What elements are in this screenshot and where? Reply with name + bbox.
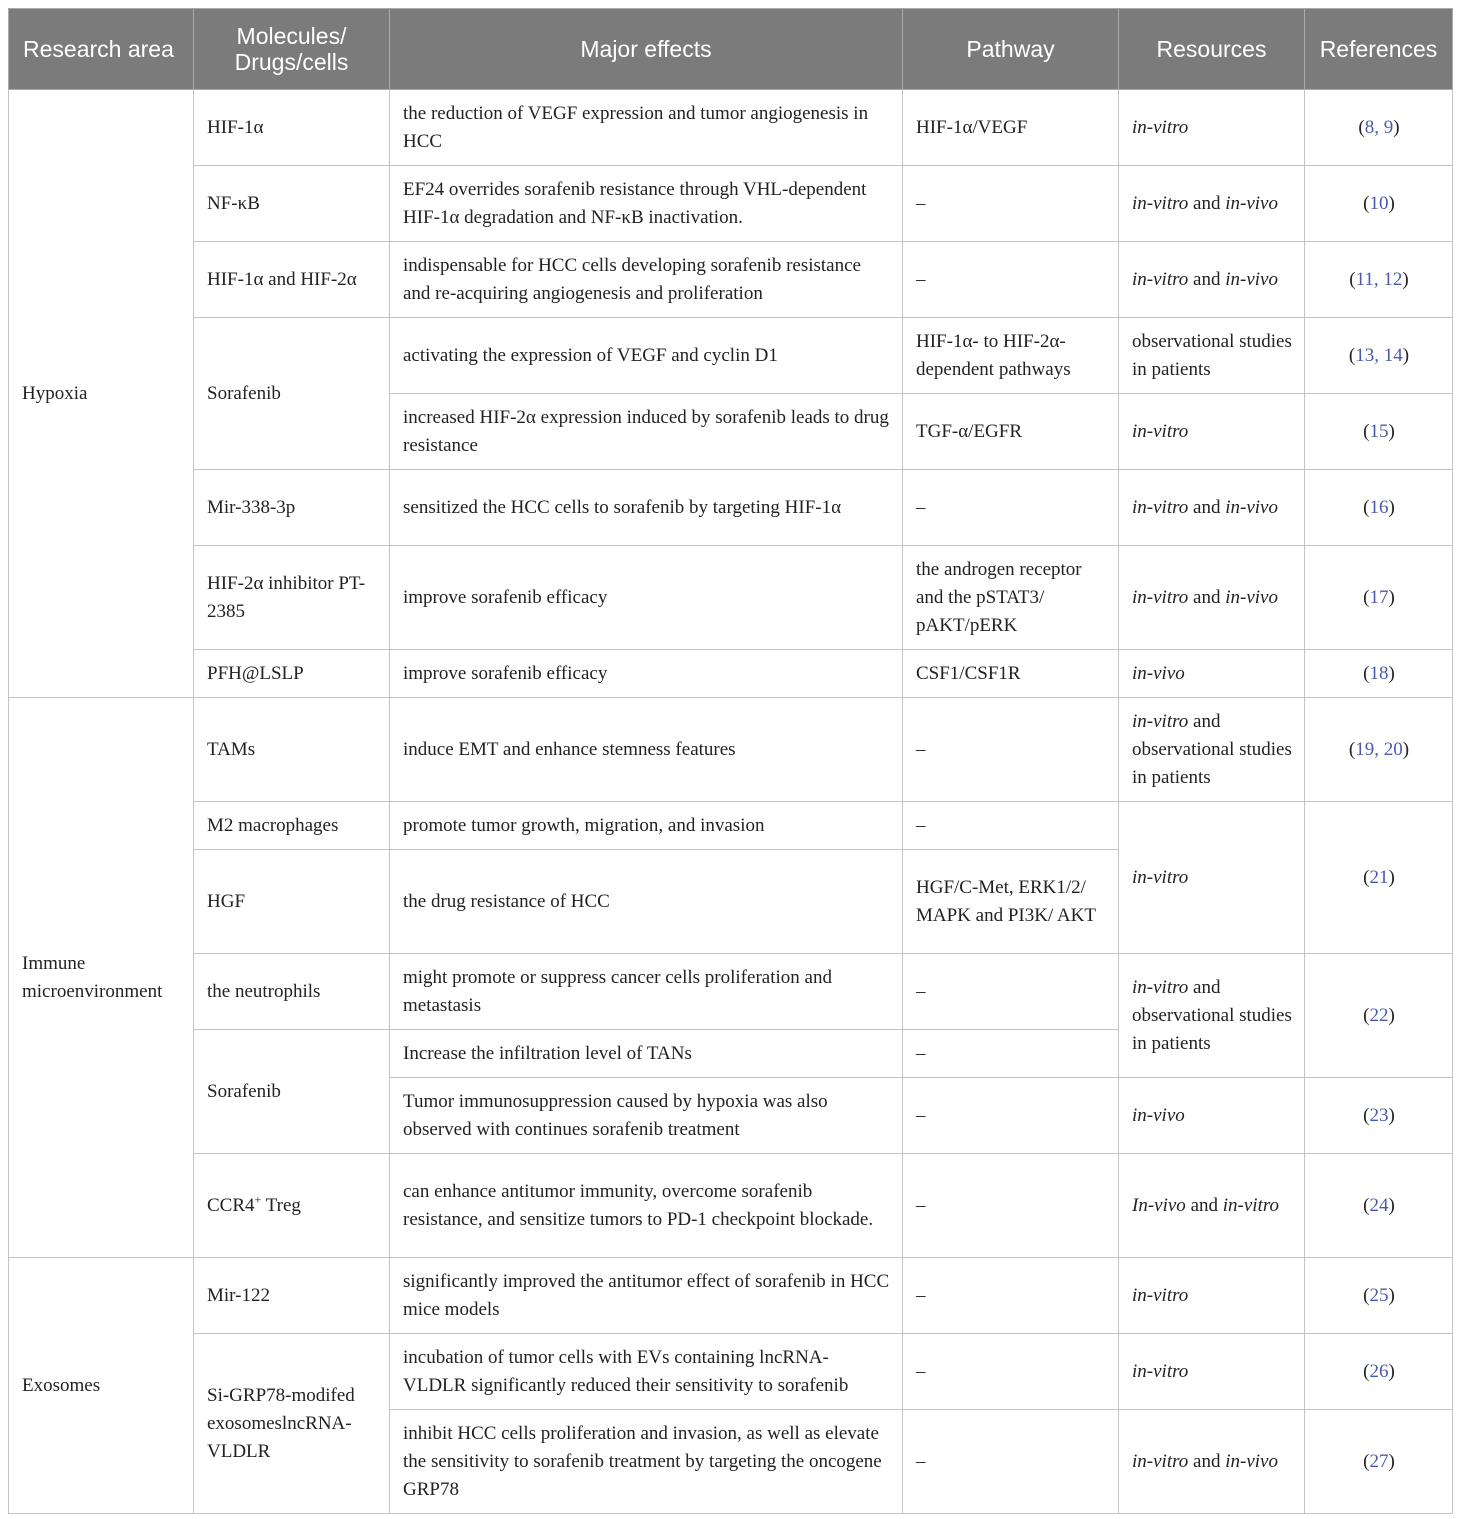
resource-cell: in-vitro and in-vivo bbox=[1119, 470, 1305, 546]
pathway-cell: – bbox=[903, 470, 1119, 546]
header-major-effects: Major effects bbox=[390, 9, 903, 90]
pathway-cell: – bbox=[903, 1030, 1119, 1078]
effect-cell: the reduction of VEGF expression and tumor angiogenesis in HCC bbox=[390, 90, 903, 166]
reference-cell: (25) bbox=[1305, 1258, 1453, 1334]
effect-cell: promote tumor growth, migration, and invasion bbox=[390, 802, 903, 850]
pathway-cell: – bbox=[903, 954, 1119, 1030]
table-row bbox=[9, 1334, 1453, 1410]
reference-cell: (11, 12) bbox=[1305, 242, 1453, 318]
molecule-cell: HIF-1α and HIF-2α bbox=[194, 242, 390, 318]
effect-cell: EF24 overrides sorafenib resistance through VHL-dependent HIF-1α degradation and NF-κB inactivation. bbox=[390, 166, 903, 242]
effect-cell: sensitized the HCC cells to sorafenib by targeting HIF-1α bbox=[390, 470, 903, 546]
reference-link[interactable]: 13, 14 bbox=[1355, 344, 1403, 366]
molecule-cell: Si-GRP78-modifed exosomeslncRNA-VLDLR bbox=[194, 1334, 390, 1514]
header-research-area: Research area bbox=[9, 9, 194, 90]
resource-cell: in-vitro bbox=[1119, 802, 1305, 954]
header-references: References bbox=[1305, 9, 1453, 90]
reference-link[interactable]: 25 bbox=[1369, 1284, 1389, 1306]
effect-cell: Increase the infiltration level of TANs bbox=[390, 1030, 903, 1078]
table-row bbox=[9, 166, 1453, 242]
table-row bbox=[9, 954, 1453, 1030]
pathway-cell: – bbox=[903, 1154, 1119, 1258]
reference-cell: (23) bbox=[1305, 1078, 1453, 1154]
effect-cell: indispensable for HCC cells developing sorafenib resistance and re-acquiring angiogenesis and proliferation bbox=[390, 242, 903, 318]
reference-cell: (26) bbox=[1305, 1334, 1453, 1410]
molecule-cell: PFH@LSLP bbox=[194, 650, 390, 698]
effect-cell: Tumor immunosuppression caused by hypoxia was also observed with continues sorafenib treatment bbox=[390, 1078, 903, 1154]
pathway-cell: – bbox=[903, 166, 1119, 242]
effect-cell: inhibit HCC cells proliferation and invasion, as well as elevate the sensitivity to sorafenib treatment by targeting the oncogene GRP78 bbox=[390, 1410, 903, 1514]
resource-cell: in-vitro bbox=[1119, 1334, 1305, 1410]
table-row bbox=[9, 650, 1453, 698]
reference-link[interactable]: 27 bbox=[1369, 1450, 1389, 1472]
pathway-cell: – bbox=[903, 698, 1119, 802]
molecule-cell: Sorafenib bbox=[194, 318, 390, 470]
table-row bbox=[9, 1154, 1453, 1258]
reference-link[interactable]: 16 bbox=[1369, 496, 1389, 518]
pathway-cell: HGF/C-Met, ERK1/2/ MAPK and PI3K/ AKT bbox=[903, 850, 1119, 954]
molecule-cell: the neutrophils bbox=[194, 954, 390, 1030]
reference-cell: (21) bbox=[1305, 802, 1453, 954]
reference-cell: (8, 9) bbox=[1305, 90, 1453, 166]
resource-cell: observational studies in patients bbox=[1119, 318, 1305, 394]
molecule-cell: Mir-338-3p bbox=[194, 470, 390, 546]
resource-cell: in-vitro and in-vivo bbox=[1119, 1410, 1305, 1514]
molecule-cell: Sorafenib bbox=[194, 1030, 390, 1154]
resource-cell: in-vivo bbox=[1119, 650, 1305, 698]
reference-cell: (27) bbox=[1305, 1410, 1453, 1514]
header-pathway: Pathway bbox=[903, 9, 1119, 90]
reference-link[interactable]: 22 bbox=[1369, 1004, 1389, 1026]
effect-cell: improve sorafenib efficacy bbox=[390, 650, 903, 698]
effect-cell: incubation of tumor cells with EVs containing lncRNA-VLDLR significantly reduced their sensitivity to sorafenib bbox=[390, 1334, 903, 1410]
resource-cell: in-vitro bbox=[1119, 394, 1305, 470]
table-row bbox=[9, 802, 1453, 850]
resource-cell: in-vitro and in-vivo bbox=[1119, 166, 1305, 242]
table-row bbox=[9, 470, 1453, 546]
reference-cell: (17) bbox=[1305, 546, 1453, 650]
reference-link[interactable]: 21 bbox=[1369, 866, 1389, 888]
table-row bbox=[9, 90, 1453, 166]
resource-cell: in-vitro bbox=[1119, 90, 1305, 166]
molecule-cell: Mir-122 bbox=[194, 1258, 390, 1334]
pathway-cell: – bbox=[903, 1258, 1119, 1334]
effect-cell: can enhance antitumor immunity, overcome sorafenib resistance, and sensitize tumors to PD-1 checkpoint blockade. bbox=[390, 1154, 903, 1258]
reference-cell: (24) bbox=[1305, 1154, 1453, 1258]
header-row bbox=[9, 9, 1453, 90]
data-table bbox=[8, 8, 1453, 1514]
pathway-cell: HIF-1α- to HIF-2α-dependent pathways bbox=[903, 318, 1119, 394]
resource-cell: in-vitro and in-vivo bbox=[1119, 546, 1305, 650]
table-row bbox=[9, 546, 1453, 650]
molecule-cell: TAMs bbox=[194, 698, 390, 802]
pathway-cell: – bbox=[903, 1078, 1119, 1154]
resource-cell: In-vivo and in-vitro bbox=[1119, 1154, 1305, 1258]
resource-cell: in-vitro and in-vivo bbox=[1119, 242, 1305, 318]
reference-link[interactable]: 11, 12 bbox=[1355, 268, 1403, 290]
resource-cell: in-vitro bbox=[1119, 1258, 1305, 1334]
effect-cell: increased HIF-2α expression induced by sorafenib leads to drug resistance bbox=[390, 394, 903, 470]
header-molecules: Molecules/ Drugs/cells bbox=[194, 9, 390, 90]
molecule-cell: CCR4+ Treg bbox=[194, 1154, 390, 1258]
research-area-immune: Immune microenvironment bbox=[9, 698, 194, 1258]
molecule-cell: HIF-1α bbox=[194, 90, 390, 166]
pathway-cell: – bbox=[903, 1410, 1119, 1514]
pathway-cell: – bbox=[903, 242, 1119, 318]
reference-link[interactable]: 15 bbox=[1369, 420, 1389, 442]
research-area-exosomes: Exosomes bbox=[9, 1258, 194, 1514]
reference-cell: (22) bbox=[1305, 954, 1453, 1078]
table-container bbox=[8, 8, 1453, 1514]
reference-cell: (16) bbox=[1305, 470, 1453, 546]
reference-link[interactable]: 10 bbox=[1369, 192, 1389, 214]
resource-cell: in-vivo bbox=[1119, 1078, 1305, 1154]
research-area-hypoxia: Hypoxia bbox=[9, 90, 194, 698]
effect-cell: induce EMT and enhance stemness features bbox=[390, 698, 903, 802]
reference-link[interactable]: 8, 9 bbox=[1364, 116, 1394, 138]
pathway-cell: CSF1/CSF1R bbox=[903, 650, 1119, 698]
molecule-cell: HIF-2α inhibitor PT-2385 bbox=[194, 546, 390, 650]
molecule-cell: M2 macrophages bbox=[194, 802, 390, 850]
table-row bbox=[9, 698, 1453, 802]
effect-cell: the drug resistance of HCC bbox=[390, 850, 903, 954]
pathway-cell: – bbox=[903, 1334, 1119, 1410]
reference-cell: (15) bbox=[1305, 394, 1453, 470]
table-row bbox=[9, 318, 1453, 394]
reference-link[interactable]: 23 bbox=[1369, 1104, 1389, 1126]
reference-cell: (18) bbox=[1305, 650, 1453, 698]
reference-cell: (19, 20) bbox=[1305, 698, 1453, 802]
table-row bbox=[9, 242, 1453, 318]
resource-cell: in-vitro and observational studies in patients bbox=[1119, 954, 1305, 1078]
reference-link[interactable]: 26 bbox=[1369, 1360, 1389, 1382]
reference-link[interactable]: 17 bbox=[1369, 586, 1389, 608]
table-row bbox=[9, 1258, 1453, 1334]
reference-link[interactable]: 18 bbox=[1369, 662, 1389, 684]
pathway-cell: – bbox=[903, 802, 1119, 850]
reference-link[interactable]: 24 bbox=[1369, 1194, 1389, 1216]
molecule-cell: NF-κB bbox=[194, 166, 390, 242]
reference-cell: (10) bbox=[1305, 166, 1453, 242]
molecule-cell: HGF bbox=[194, 850, 390, 954]
pathway-cell: HIF-1α/VEGF bbox=[903, 90, 1119, 166]
resource-cell: in-vitro and observational studies in patients bbox=[1119, 698, 1305, 802]
pathway-cell: the androgen receptor and the pSTAT3/ pAKT/pERK bbox=[903, 546, 1119, 650]
effect-cell: improve sorafenib efficacy bbox=[390, 546, 903, 650]
pathway-cell: TGF-α/EGFR bbox=[903, 394, 1119, 470]
reference-link[interactable]: 19, 20 bbox=[1355, 738, 1403, 760]
effect-cell: activating the expression of VEGF and cyclin D1 bbox=[390, 318, 903, 394]
effect-cell: significantly improved the antitumor effect of sorafenib in HCC mice models bbox=[390, 1258, 903, 1334]
reference-cell: (13, 14) bbox=[1305, 318, 1453, 394]
effect-cell: might promote or suppress cancer cells proliferation and metastasis bbox=[390, 954, 903, 1030]
header-resources: Resources bbox=[1119, 9, 1305, 90]
